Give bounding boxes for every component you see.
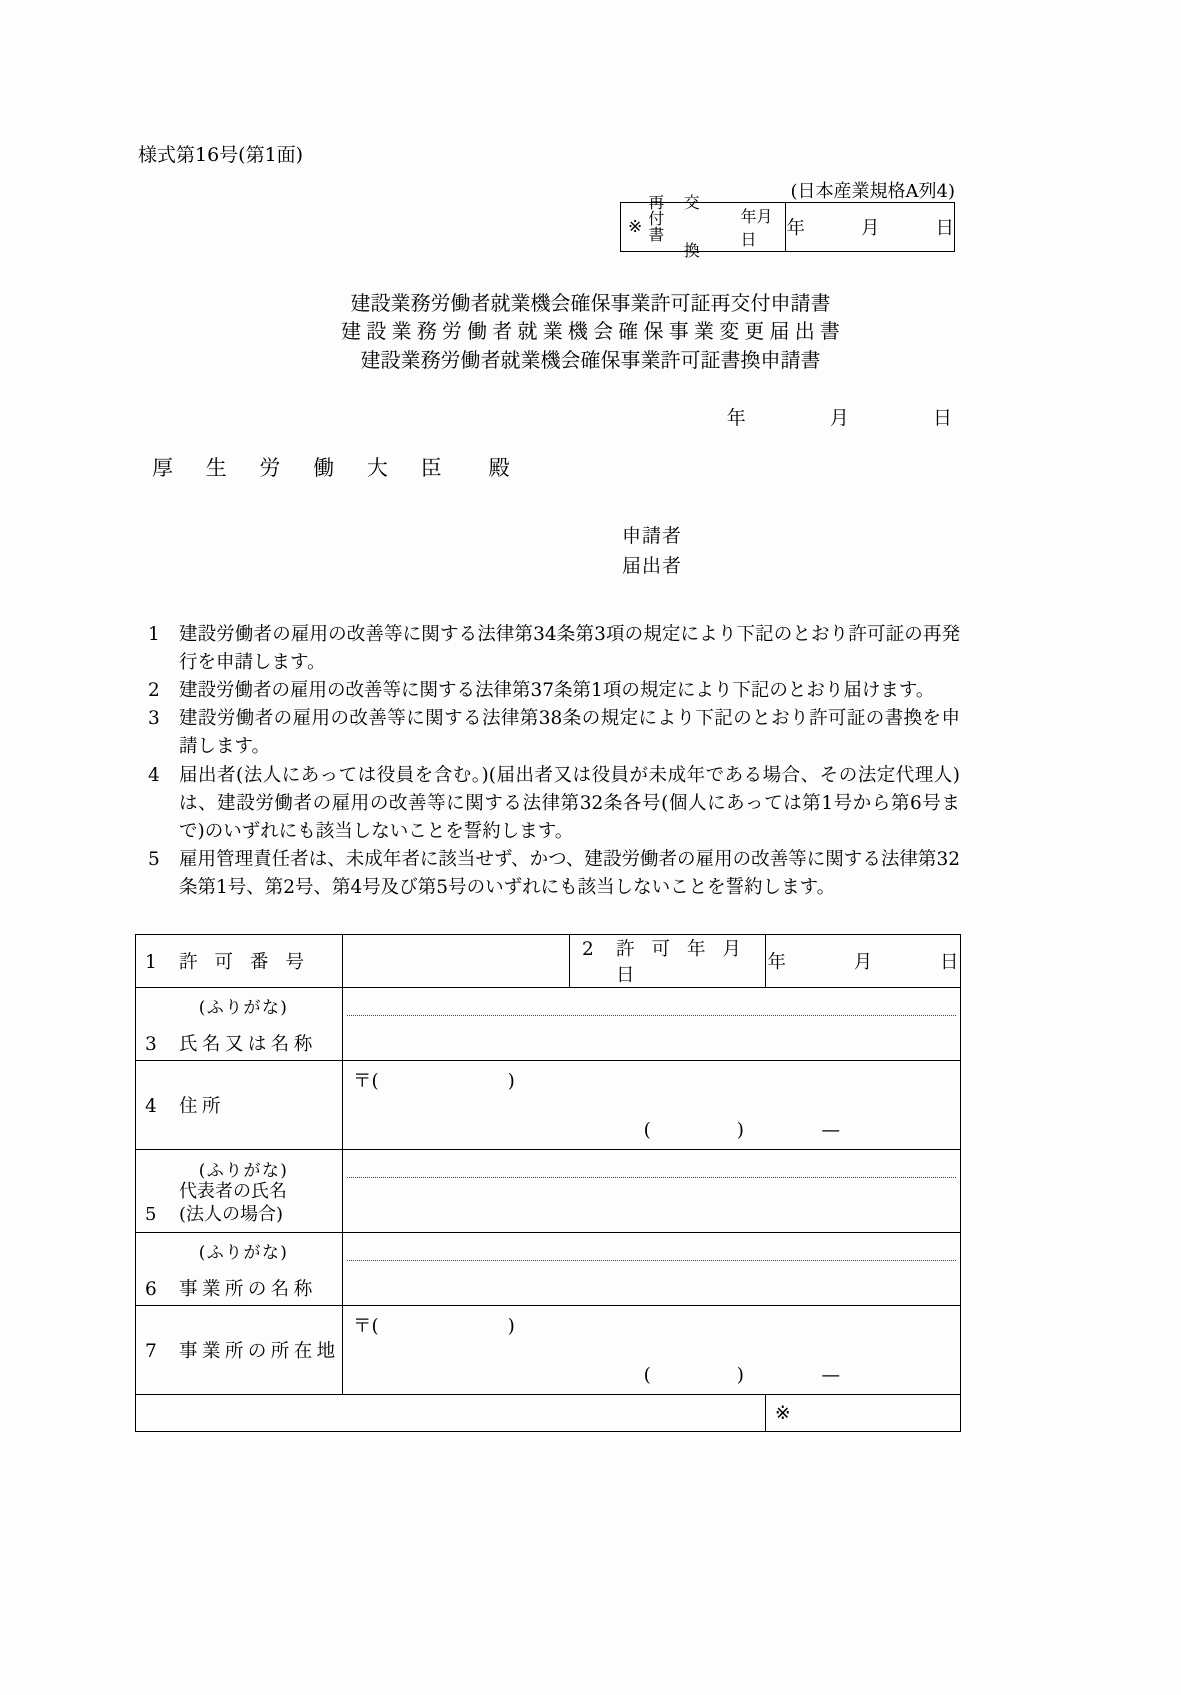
- furigana-divider: [347, 1177, 956, 1178]
- tel-open-paren: (: [643, 1365, 651, 1386]
- office-postal-code-field[interactable]: [353, 1312, 515, 1338]
- address-label: 住所: [179, 1096, 225, 1117]
- row-number: 4: [145, 1096, 157, 1117]
- office-name-input[interactable]: [343, 1233, 961, 1306]
- clause-item: [148, 762, 960, 846]
- name-label: 氏名又は名称: [179, 1033, 317, 1055]
- application-details-table: [135, 934, 961, 1432]
- table-row-office-address: [136, 1306, 961, 1395]
- furigana-label: (ふりがな): [198, 1242, 289, 1263]
- office-name-label-cell: [136, 1233, 343, 1306]
- reissue-date-input-cell[interactable]: [786, 203, 954, 251]
- permit-date-input[interactable]: [766, 935, 961, 988]
- office-telephone-field[interactable]: [644, 1365, 840, 1386]
- name-label-cell: [136, 988, 343, 1061]
- table-row-address: [136, 1061, 961, 1150]
- postal-close-paren: ): [507, 1316, 515, 1337]
- tel-close-paren: ): [736, 1365, 744, 1386]
- official-use-left: [136, 1395, 766, 1432]
- table-row-representative: [136, 1150, 961, 1233]
- office-address-label: 事業所の所在地: [179, 1341, 340, 1362]
- furigana-label: (ふりがな): [198, 997, 289, 1018]
- permit-date-label-cell: [570, 935, 766, 988]
- representative-input[interactable]: [343, 1150, 961, 1233]
- clause-item: [148, 846, 960, 902]
- date-month-label: 月: [829, 407, 849, 429]
- postal-mark-icon: 〒: [353, 1071, 372, 1092]
- postal-open-paren: (: [371, 1316, 380, 1337]
- clause-item: [148, 705, 960, 761]
- clause-item: [148, 677, 960, 705]
- notifier-label: 届出者: [622, 555, 682, 577]
- clause-number: 3: [148, 708, 160, 730]
- form-number: 様式第16号(第1面): [138, 144, 304, 166]
- addressee-minister: 厚 生 労 働 大 臣 殿: [152, 456, 523, 480]
- name-input[interactable]: [343, 988, 961, 1061]
- representative-label-line2: (法人の場合): [179, 1203, 284, 1225]
- date-day-label: 日: [932, 407, 952, 429]
- date-year-label: 年: [726, 407, 746, 429]
- clause-number: 2: [148, 680, 160, 702]
- reissue-year-label: 年: [786, 218, 805, 239]
- postal-close-paren: ): [507, 1071, 515, 1092]
- reissue-month-label: 月: [860, 218, 880, 239]
- permit-number-label: 許 可 番 号: [179, 952, 310, 973]
- address-input[interactable]: [343, 1061, 961, 1150]
- representative-label: [179, 1181, 287, 1226]
- postal-code-field[interactable]: [353, 1067, 515, 1093]
- clause-text: 建設労働者の雇用の改善等に関する法律第34条第3項の規定により下記のとおり許可証の再発行を申請します。: [179, 624, 960, 674]
- reissue-ymd-label: 年月日: [740, 207, 773, 249]
- clause-text: 建設労働者の雇用の改善等に関する法律第37条第1項の規定により下記のとおり届けます。: [179, 680, 935, 702]
- clause-item: [148, 621, 960, 677]
- row-number: 3: [145, 1033, 157, 1055]
- table-row-office-name: [136, 1233, 961, 1306]
- row-number: 2: [582, 939, 594, 960]
- permit-date-label: 許 可 年 月 日: [616, 939, 747, 986]
- clause-number: 4: [148, 764, 160, 786]
- title-line-change: 建設業務労働者就業機会確保事業変更届出書: [341, 319, 846, 344]
- applicant-label: 申請者: [622, 525, 682, 547]
- telephone-field[interactable]: [644, 1120, 840, 1141]
- rewrite-label: 書 換: [648, 225, 707, 260]
- row-number: 5: [145, 1203, 157, 1225]
- table-row-name: [136, 988, 961, 1061]
- clause-list: [148, 621, 960, 902]
- postal-mark-icon: 〒: [353, 1316, 372, 1337]
- postal-open-paren: (: [371, 1071, 380, 1092]
- permit-year-label: 年: [767, 952, 786, 973]
- submission-date-line[interactable]: [0, 403, 952, 430]
- reissue-label-cell: [621, 193, 786, 260]
- tel-dash: —: [821, 1365, 840, 1386]
- clause-text: 届出者(法人にあっては役員を含む。)(届出者又は役員が未成年である場合、その法定代理人)は、建設労働者の雇用の改善等に関する法律第32条各号(個人にあっては第1号から第6号まで)のいずれにも該当しないことを誓約します。: [179, 764, 960, 842]
- row-number: 6: [145, 1278, 157, 1300]
- clause-text: 雇用管理責任者は、未成年者に該当せず、かつ、建設労働者の雇用の改善等に関する法律第32条第1号、第2号、第4号及び第5号のいずれにも該当しないことを誓約します。: [179, 848, 960, 898]
- permit-number-input[interactable]: [343, 935, 570, 988]
- reissue-day-label: 日: [935, 218, 954, 239]
- representative-label-line1: 代表者の氏名: [179, 1181, 287, 1203]
- address-label-cell: [136, 1061, 343, 1150]
- row-number: 7: [145, 1341, 157, 1362]
- furigana-divider: [347, 1260, 956, 1261]
- permit-day-label: 日: [940, 952, 959, 973]
- clause-number: 1: [148, 624, 160, 645]
- paper-size-note: (日本産業規格A列4): [790, 181, 955, 202]
- office-address-input[interactable]: [343, 1306, 961, 1395]
- clause-text: 建設労働者の雇用の改善等に関する法律第38条の規定により下記のとおり許可証の書換を申請します。: [179, 708, 960, 758]
- furigana-label: (ふりがな): [198, 1161, 289, 1182]
- title-line-rewrite: 建設業務労働者就業機会確保事業許可証書換申請書: [360, 347, 821, 372]
- furigana-divider: [347, 1015, 956, 1016]
- reference-mark-icon: ※: [628, 217, 643, 237]
- tel-close-paren: ): [736, 1120, 744, 1141]
- reissue-rewrite-stack: [648, 195, 740, 259]
- permit-number-label-cell: [136, 935, 343, 988]
- office-address-label-cell: [136, 1306, 343, 1395]
- tel-open-paren: (: [643, 1120, 651, 1141]
- tel-dash: —: [821, 1120, 840, 1141]
- official-use-mark: ※: [766, 1395, 961, 1432]
- reissue-date-box: [620, 193, 955, 260]
- row-number: 1: [145, 952, 157, 973]
- permit-month-label: 月: [853, 952, 873, 973]
- title-line-reissue: 建設業務労働者就業機会確保事業許可証再交付申請書: [350, 291, 831, 315]
- reissue-label: 再 交 付: [648, 193, 707, 228]
- document-title: [0, 289, 1181, 374]
- table-row-permit: [136, 935, 961, 988]
- representative-label-cell: [136, 1150, 343, 1233]
- clause-number: 5: [148, 848, 160, 870]
- table-row-official-use: [136, 1395, 961, 1432]
- office-name-label: 事業所の名称: [179, 1278, 317, 1300]
